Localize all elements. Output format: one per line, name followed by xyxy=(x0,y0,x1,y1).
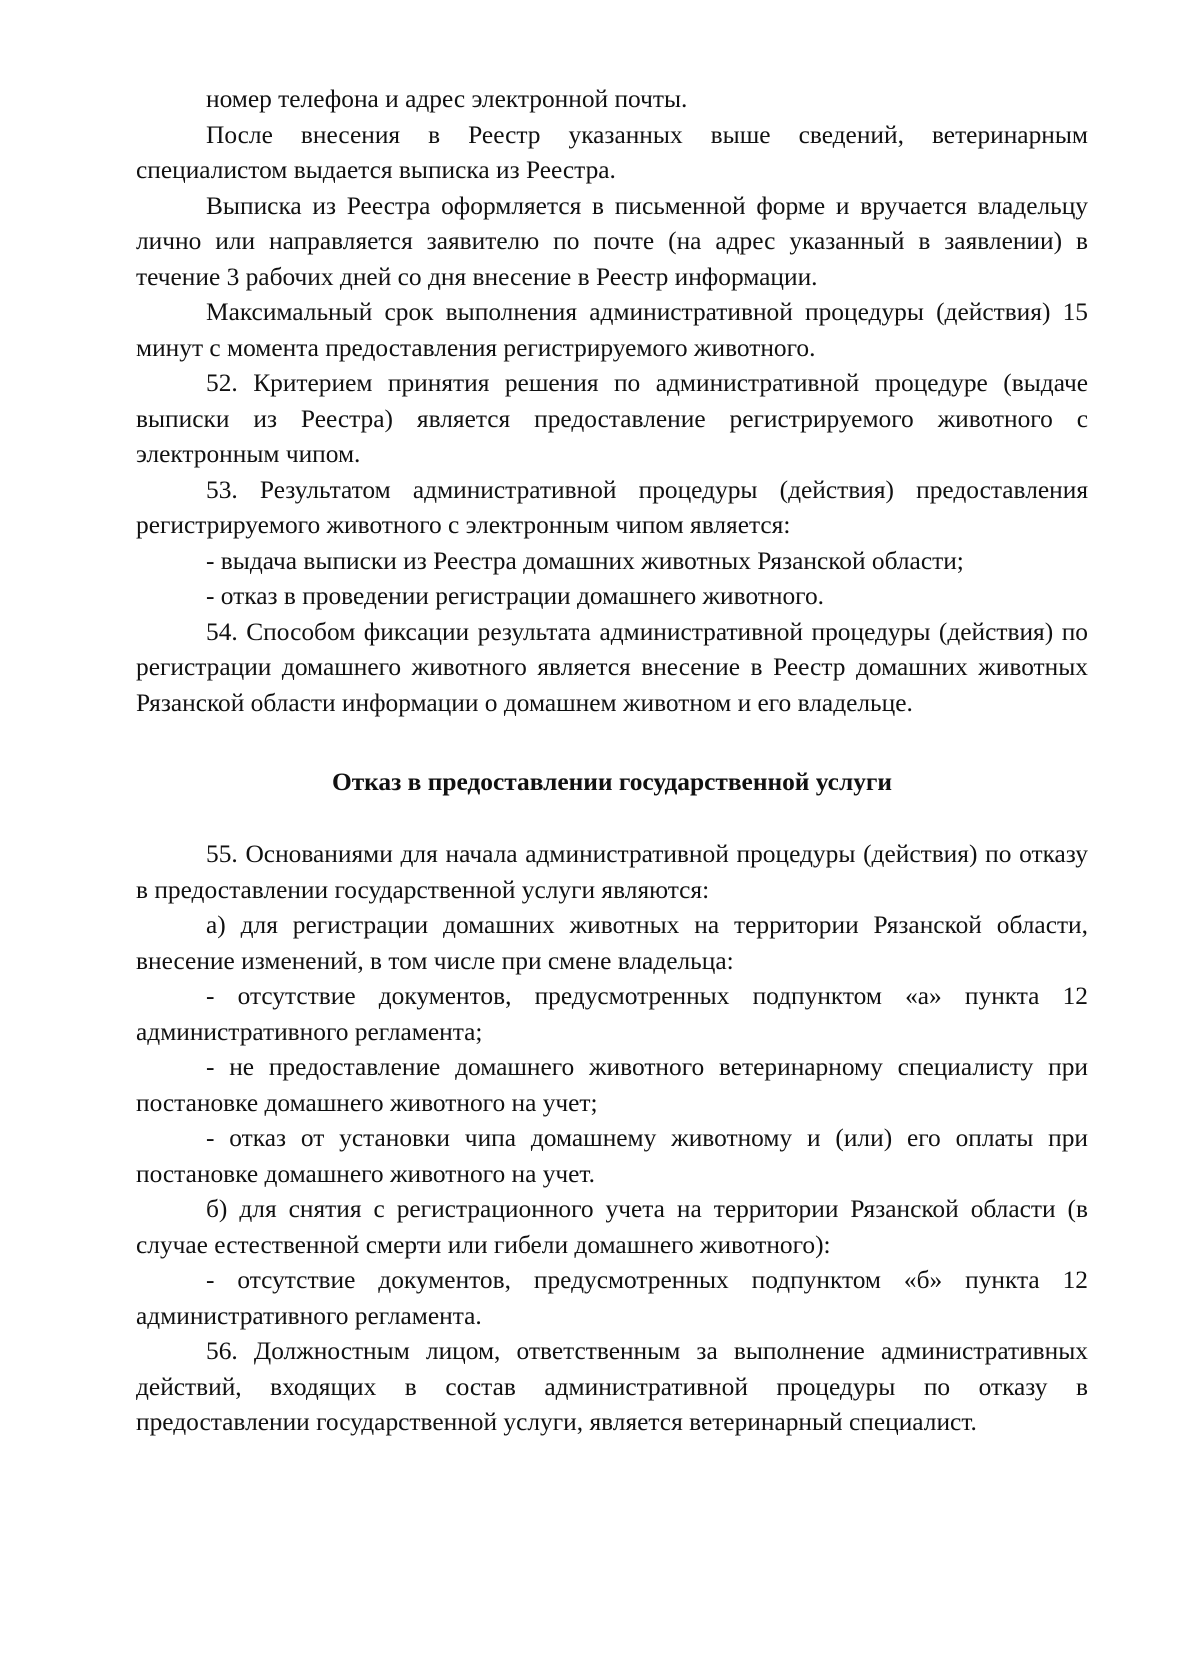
paragraph-55-a: а) для регистрации домашних животных на территории Рязанской области, внесение изменений, в том числе при смене владельца: xyxy=(136,911,1088,975)
list-item-55-b-1: - отсутствие документов, предусмотренных подпунктом «б» пункта 12 административного регламента. xyxy=(136,1266,1088,1330)
paragraph-56: 56. Должностным лицом, ответственным за выполнение административных действий, входящих в состав административной процедуры по отказу в предоставлении государственной услуги, является ветеринарный специалист. xyxy=(136,1337,1088,1436)
list-item-53-2: - отказ в проведении регистрации домашнего животного. xyxy=(206,582,825,610)
paragraph-55-b: б) для снятия с регистрационного учета на территории Рязанской области (в случае естественной смерти или гибели домашнего животного): xyxy=(136,1195,1088,1259)
paragraph-max-duration: Максимальный срок выполнения административной процедуры (действия) 15 минут с момента предоставления регистрируемого животного. xyxy=(136,298,1088,362)
paragraph-53: 53. Результатом административной процедуры (действия) предоставления регистрируемого животного с электронным чипом является: xyxy=(136,475,1088,539)
list-item-55-a-3: - отказ от установки чипа домашнему животному и (или) его оплаты при постановке домашнего животного на учет. xyxy=(136,1124,1088,1188)
paragraph-extract-delivery: Выписка из Реестра оформляется в письменной форме и вручается владельцу лично или направляется заявителю по почте (на адрес указанный в заявлении) в течение 3 рабочих дней со дня внесение в Реестр информации. xyxy=(136,191,1088,291)
paragraph-52: 52. Критерием принятия решения по административной процедуре (выдаче выписки из Реестра) является предоставление регистрируемого животного с электронным чипом. xyxy=(136,369,1088,468)
paragraph-54: 54. Способом фиксации результата административной процедуры (действия) по регистрации домашнего животного является внесение в Реестр домашних животных Рязанской области информации о домашнем животном и его владельце. xyxy=(136,617,1088,717)
list-item-55-a-1: - отсутствие документов, предусмотренных подпунктом «а» пункта 12 административного регламента; xyxy=(136,982,1088,1046)
list-item-55-a-2: - не предоставление домашнего животного ветеринарному специалисту при постановке домашнего животного на учет; xyxy=(136,1053,1088,1117)
intro-line: номер телефона и адрес электронной почты. xyxy=(206,85,688,113)
paragraph-55: 55. Основаниями для начала административной процедуры (действия) по отказу в предоставлении государственной услуги являются: xyxy=(136,840,1088,904)
list-item-53-1: - выдача выписки из Реестра домашних животных Рязанской области; xyxy=(206,546,964,575)
section-heading: Отказ в предоставлении государственной услуги xyxy=(331,768,893,796)
paragraph-extract-issued: После внесения в Реестр указанных выше сведений, ветеринарным специалистом выдается выписка из Реестра. xyxy=(136,120,1088,184)
